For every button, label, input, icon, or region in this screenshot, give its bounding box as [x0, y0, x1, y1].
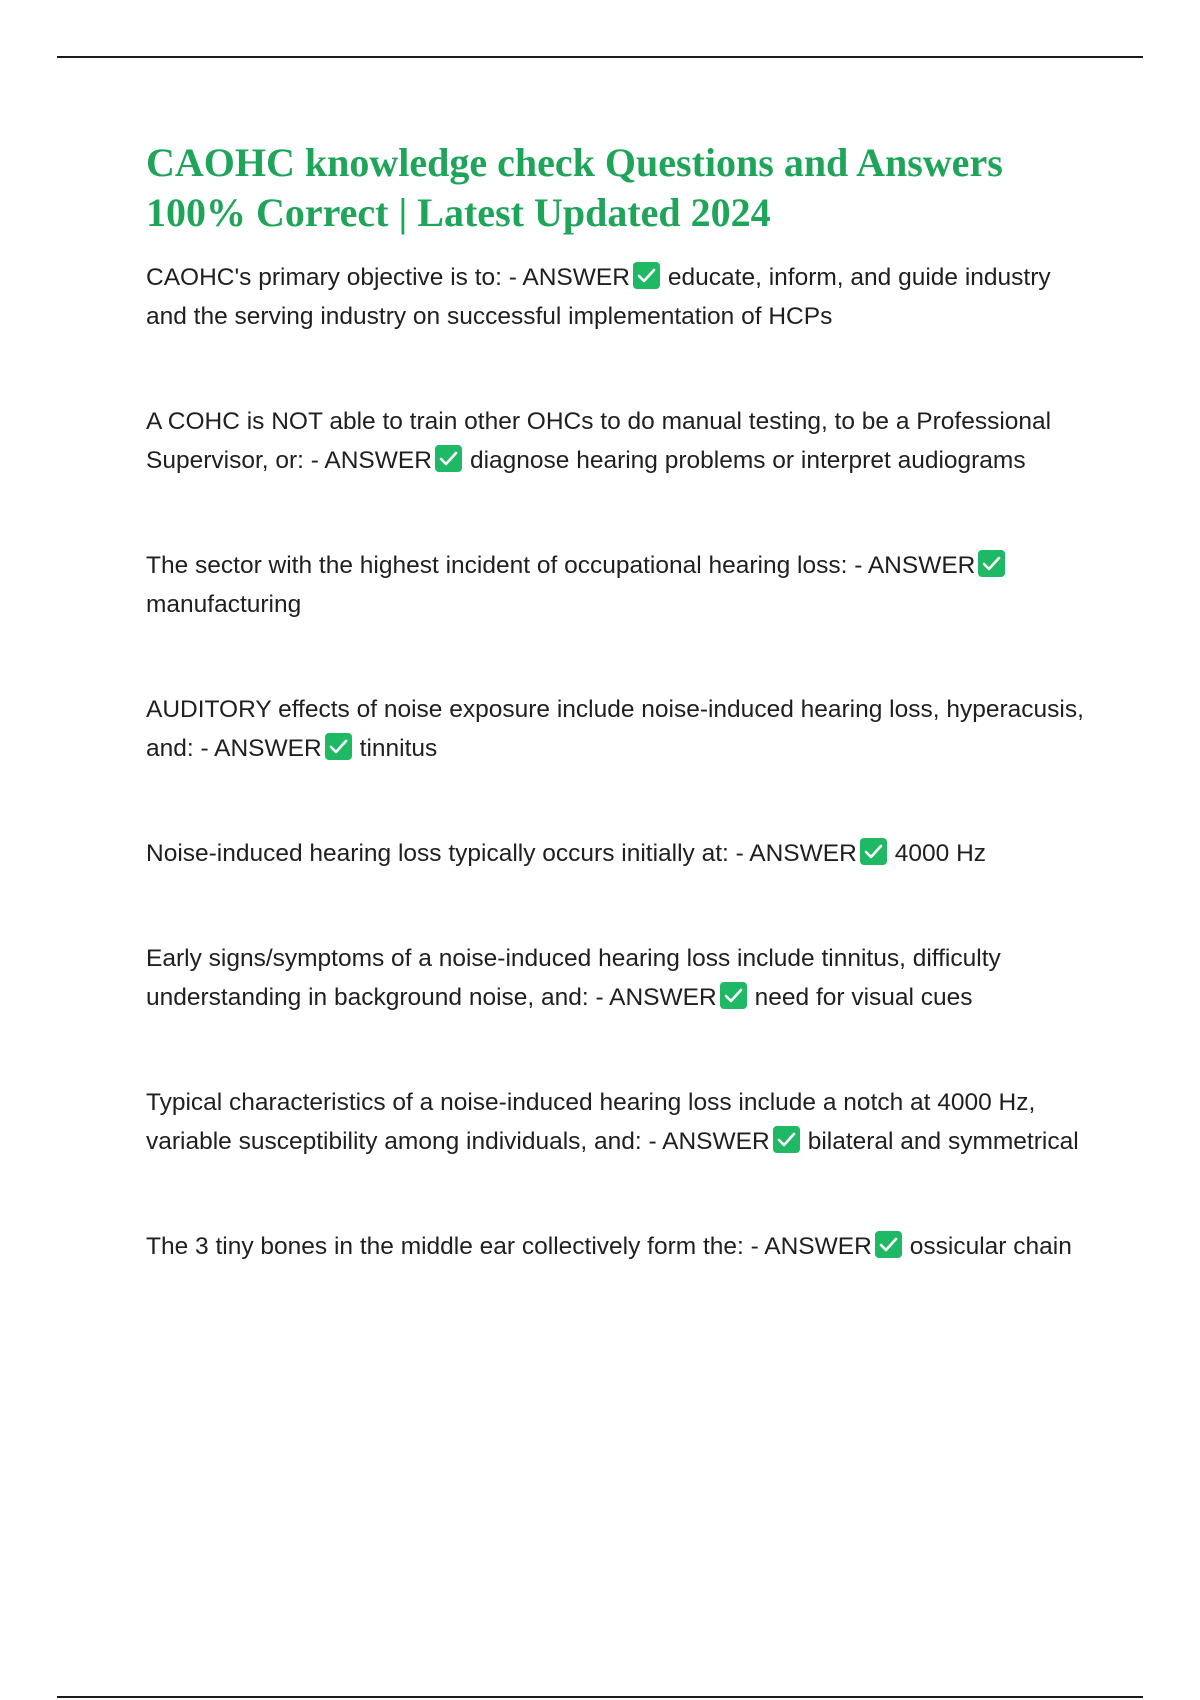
title-line-1: CAOHC knowledge check Questions and Answers — [146, 140, 1003, 185]
question-text: AUDITORY effects of noise exposure include noise-induced hearing loss, hyperacusis, and: — [146, 696, 1084, 762]
answer-marker: - ANSWER — [310, 447, 432, 474]
green-checkmark-icon — [720, 982, 747, 1009]
question-text: Noise-induced hearing loss typically occurs initially at: — [146, 840, 729, 867]
question-text: Early signs/symptoms of a noise-induced hearing loss include tinnitus, difficulty understanding in background noise, and: — [146, 945, 1001, 1011]
qa-list — [146, 258, 1096, 1266]
answer-marker: - ANSWER — [508, 264, 630, 291]
answer-marker: - ANSWER — [750, 1233, 872, 1260]
answer-marker: - ANSWER — [735, 840, 857, 867]
qa-item — [146, 1083, 1096, 1161]
green-checkmark-icon — [633, 262, 660, 289]
qa-item — [146, 546, 1096, 624]
top-divider — [57, 56, 1143, 58]
title-line-2: 100% Correct | Latest Updated 2024 — [146, 190, 771, 235]
answer-marker: - ANSWER — [854, 552, 976, 579]
question-text: CAOHC's primary objective is to: — [146, 264, 502, 291]
question-text: A COHC is NOT able to train other OHCs to do manual testing, to be a Professional Supervisor, or: — [146, 408, 1052, 474]
answer-text: manufacturing — [146, 591, 302, 618]
green-checkmark-icon — [435, 445, 462, 472]
qa-item — [146, 402, 1096, 480]
answer-text: diagnose hearing problems or interpret audiograms — [469, 447, 1026, 474]
answer-text: ossicular chain — [909, 1233, 1072, 1260]
green-checkmark-icon — [978, 550, 1005, 577]
document-title — [146, 138, 1096, 238]
answer-text: bilateral and symmetrical — [807, 1128, 1079, 1155]
qa-item — [146, 834, 1096, 873]
question-text: The sector with the highest incident of occupational hearing loss: — [146, 552, 848, 579]
answer-text: need for visual cues — [754, 984, 973, 1011]
qa-item — [146, 939, 1096, 1017]
answer-text: 4000 Hz — [894, 840, 987, 867]
qa-item — [146, 1227, 1096, 1266]
qa-item — [146, 690, 1096, 768]
question-text: Typical characteristics of a noise-induced hearing loss include a notch at 4000 Hz, variable susceptibility among individuals, and: — [146, 1089, 1036, 1155]
answer-text: tinnitus — [359, 735, 438, 762]
answer-text: educate, inform, and guide industry and the serving industry on successful implementation of HCPs — [146, 264, 1051, 330]
bottom-divider — [57, 1696, 1143, 1698]
qa-item — [146, 258, 1096, 336]
question-text: The 3 tiny bones in the middle ear collectively form the: — [146, 1233, 744, 1260]
green-checkmark-icon — [875, 1231, 902, 1258]
answer-marker: - ANSWER — [200, 735, 322, 762]
document-body — [146, 138, 1096, 1266]
green-checkmark-icon — [773, 1126, 800, 1153]
answer-marker: - ANSWER — [648, 1128, 770, 1155]
answer-marker: - ANSWER — [595, 984, 717, 1011]
green-checkmark-icon — [860, 838, 887, 865]
green-checkmark-icon — [325, 733, 352, 760]
